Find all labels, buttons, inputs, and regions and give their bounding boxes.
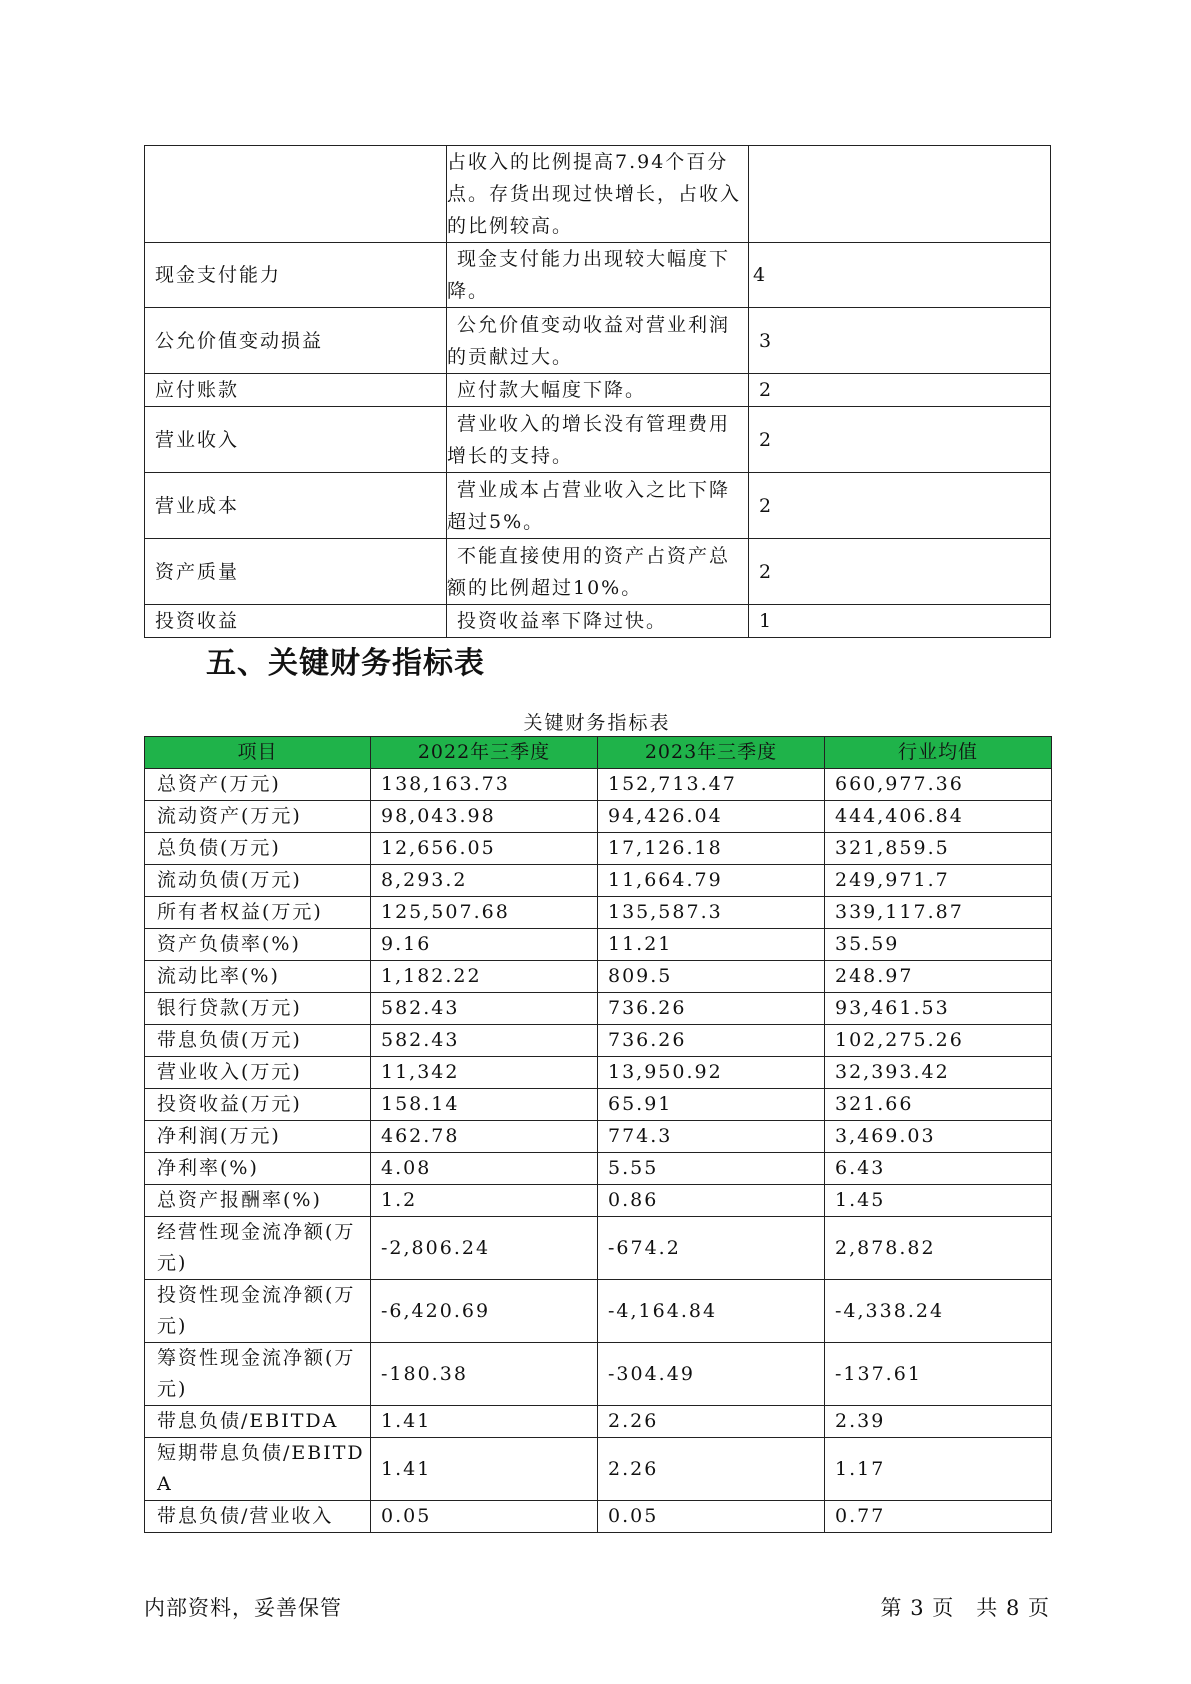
value-2022: 9.16 <box>371 929 598 961</box>
indicator-name: 资产负债率(%) <box>145 929 371 961</box>
value-2023: 736.26 <box>598 993 825 1025</box>
value-2023: 5.55 <box>598 1153 825 1185</box>
indicator-name: 投资性现金流净额(万元) <box>145 1280 371 1343</box>
value-industry: 1.17 <box>825 1438 1052 1501</box>
page-current: 3 <box>910 1596 925 1620</box>
value-2022: -2,806.24 <box>371 1217 598 1280</box>
risk-description: 不能直接使用的资产占资产总额的比例超过10%。 <box>447 539 749 605</box>
table-row <box>145 865 1052 897</box>
value-industry: 249,971.7 <box>825 865 1052 897</box>
value-2023: 65.91 <box>598 1089 825 1121</box>
value-industry: 1.45 <box>825 1185 1052 1217</box>
value-industry: 2,878.82 <box>825 1217 1052 1280</box>
table-row <box>145 146 1051 243</box>
table-row <box>145 1025 1052 1057</box>
value-2022: 1.2 <box>371 1185 598 1217</box>
value-industry: 2.39 <box>825 1406 1052 1438</box>
value-2022: 582.43 <box>371 1025 598 1057</box>
risk-description: 占收入的比例提高7.94个百分点。存货出现过快增长，占收入的比例较高。 <box>447 146 749 243</box>
table-row <box>145 1121 1052 1153</box>
table-row <box>145 769 1052 801</box>
footer-confidential-note: 内部资料，妥善保管 <box>144 1596 342 1620</box>
risk-score: 1 <box>749 605 1051 638</box>
value-2022: 1.41 <box>371 1406 598 1438</box>
table-row <box>145 374 1051 407</box>
risk-item: 现金支付能力 <box>145 243 447 308</box>
column-header: 项目 <box>145 737 371 769</box>
value-2023: -674.2 <box>598 1217 825 1280</box>
value-2022: 158.14 <box>371 1089 598 1121</box>
value-2022: 138,163.73 <box>371 769 598 801</box>
table-row <box>145 1153 1052 1185</box>
table-row <box>145 801 1052 833</box>
table-row <box>145 308 1051 374</box>
value-2022: -6,420.69 <box>371 1280 598 1343</box>
value-2023: 736.26 <box>598 1025 825 1057</box>
value-2022: 11,342 <box>371 1057 598 1089</box>
risk-score: 2 <box>749 374 1051 407</box>
column-header: 2022年三季度 <box>371 737 598 769</box>
value-2022: -180.38 <box>371 1343 598 1406</box>
indicator-name: 净利润(万元) <box>145 1121 371 1153</box>
value-2022: 1.41 <box>371 1438 598 1501</box>
table-row <box>145 243 1051 308</box>
value-2023: 2.26 <box>598 1438 825 1501</box>
indicator-name: 经营性现金流净额(万元) <box>145 1217 371 1280</box>
value-industry: 321,859.5 <box>825 833 1052 865</box>
table-row <box>145 1280 1052 1343</box>
risk-score: 3 <box>749 308 1051 374</box>
risk-description: 投资收益率下降过快。 <box>447 605 749 638</box>
value-industry: -4,338.24 <box>825 1280 1052 1343</box>
value-industry: 660,977.36 <box>825 769 1052 801</box>
risk-table <box>144 145 1051 638</box>
value-industry: 0.77 <box>825 1501 1052 1533</box>
value-2022: 98,043.98 <box>371 801 598 833</box>
value-2023: 17,126.18 <box>598 833 825 865</box>
value-2023: 2.26 <box>598 1406 825 1438</box>
value-2023: -4,164.84 <box>598 1280 825 1343</box>
value-industry: 321.66 <box>825 1089 1052 1121</box>
indicator-name: 银行贷款(万元) <box>145 993 371 1025</box>
value-2023: 0.05 <box>598 1501 825 1533</box>
risk-score: 2 <box>749 539 1051 605</box>
value-industry: 339,117.87 <box>825 897 1052 929</box>
table-row <box>145 1343 1052 1406</box>
value-2023: 0.86 <box>598 1185 825 1217</box>
risk-item: 营业成本 <box>145 473 447 539</box>
section-title: 五、关键财务指标表 <box>206 646 485 681</box>
risk-item: 公允价值变动损益 <box>145 308 447 374</box>
indicator-name: 投资收益(万元) <box>145 1089 371 1121</box>
table-row <box>145 833 1052 865</box>
value-industry: 32,393.42 <box>825 1057 1052 1089</box>
table-row <box>145 993 1052 1025</box>
risk-description: 营业成本占营业收入之比下降超过5%。 <box>447 473 749 539</box>
indicator-name: 短期带息负债/EBITDA <box>145 1438 371 1501</box>
table-row <box>145 605 1051 638</box>
indicator-name: 流动负债(万元) <box>145 865 371 897</box>
value-2023: 152,713.47 <box>598 769 825 801</box>
table-row <box>145 1217 1052 1280</box>
value-2022: 462.78 <box>371 1121 598 1153</box>
indicator-name: 流动资产(万元) <box>145 801 371 833</box>
financial-indicators-table <box>144 736 1052 1533</box>
table-header-row <box>145 737 1052 769</box>
table-row <box>145 473 1051 539</box>
value-2023: 13,950.92 <box>598 1057 825 1089</box>
value-industry: 93,461.53 <box>825 993 1052 1025</box>
table-row <box>145 539 1051 605</box>
value-2023: 94,426.04 <box>598 801 825 833</box>
value-industry: -137.61 <box>825 1343 1052 1406</box>
column-header: 行业均值 <box>825 737 1052 769</box>
value-industry: 3,469.03 <box>825 1121 1052 1153</box>
indicator-name: 总资产(万元) <box>145 769 371 801</box>
risk-item <box>145 146 447 243</box>
risk-item: 资产质量 <box>145 539 447 605</box>
value-2023: 809.5 <box>598 961 825 993</box>
value-2022: 12,656.05 <box>371 833 598 865</box>
indicator-name: 流动比率(%) <box>145 961 371 993</box>
value-2022: 125,507.68 <box>371 897 598 929</box>
table-row <box>145 1438 1052 1501</box>
value-2022: 1,182.22 <box>371 961 598 993</box>
indicator-name: 净利率(%) <box>145 1153 371 1185</box>
page-total: 8 <box>1005 1596 1021 1620</box>
value-industry: 248.97 <box>825 961 1052 993</box>
page-suffix: 页 <box>1028 1596 1050 1620</box>
table-row <box>145 407 1051 473</box>
risk-score: 4 <box>749 243 1051 308</box>
table-row <box>145 1501 1052 1533</box>
risk-item: 营业收入 <box>145 407 447 473</box>
risk-description: 现金支付能力出现较大幅度下降。 <box>447 243 749 308</box>
value-industry: 6.43 <box>825 1153 1052 1185</box>
risk-score: 2 <box>749 473 1051 539</box>
risk-description: 应付款大幅度下降。 <box>447 374 749 407</box>
page-prefix: 第 <box>880 1596 903 1620</box>
value-2023: 11,664.79 <box>598 865 825 897</box>
value-2022: 4.08 <box>371 1153 598 1185</box>
value-2022: 0.05 <box>371 1501 598 1533</box>
risk-item: 投资收益 <box>145 605 447 638</box>
value-2023: 135,587.3 <box>598 897 825 929</box>
value-2023: 774.3 <box>598 1121 825 1153</box>
table-row <box>145 1089 1052 1121</box>
risk-description: 公允价值变动收益对营业利润的贡献过大。 <box>447 308 749 374</box>
indicator-name: 筹资性现金流净额(万元) <box>145 1343 371 1406</box>
table-row <box>145 929 1052 961</box>
value-industry: 35.59 <box>825 929 1052 961</box>
indicator-name: 带息负债/EBITDA <box>145 1406 371 1438</box>
risk-description: 营业收入的增长没有管理费用增长的支持。 <box>447 407 749 473</box>
risk-score: 2 <box>749 407 1051 473</box>
column-header: 2023年三季度 <box>598 737 825 769</box>
indicator-name: 营业收入(万元) <box>145 1057 371 1089</box>
value-industry: 444,406.84 <box>825 801 1052 833</box>
table-row <box>145 1185 1052 1217</box>
value-2022: 8,293.2 <box>371 865 598 897</box>
page-mid: 页 共 <box>932 1596 999 1620</box>
risk-item: 应付账款 <box>145 374 447 407</box>
table-row <box>145 897 1052 929</box>
indicator-name: 总资产报酬率(%) <box>145 1185 371 1217</box>
table-caption: 关键财务指标表 <box>523 712 671 734</box>
value-2023: -304.49 <box>598 1343 825 1406</box>
page-number <box>881 1592 1051 1622</box>
indicator-name: 带息负债/营业收入 <box>145 1501 371 1533</box>
indicator-name: 总负债(万元) <box>145 833 371 865</box>
value-2023: 11.21 <box>598 929 825 961</box>
value-industry: 102,275.26 <box>825 1025 1052 1057</box>
table-row <box>145 961 1052 993</box>
indicator-name: 所有者权益(万元) <box>145 897 371 929</box>
table-row <box>145 1057 1052 1089</box>
value-2022: 582.43 <box>371 993 598 1025</box>
risk-score <box>749 146 1051 243</box>
table-row <box>145 1406 1052 1438</box>
indicator-name: 带息负债(万元) <box>145 1025 371 1057</box>
